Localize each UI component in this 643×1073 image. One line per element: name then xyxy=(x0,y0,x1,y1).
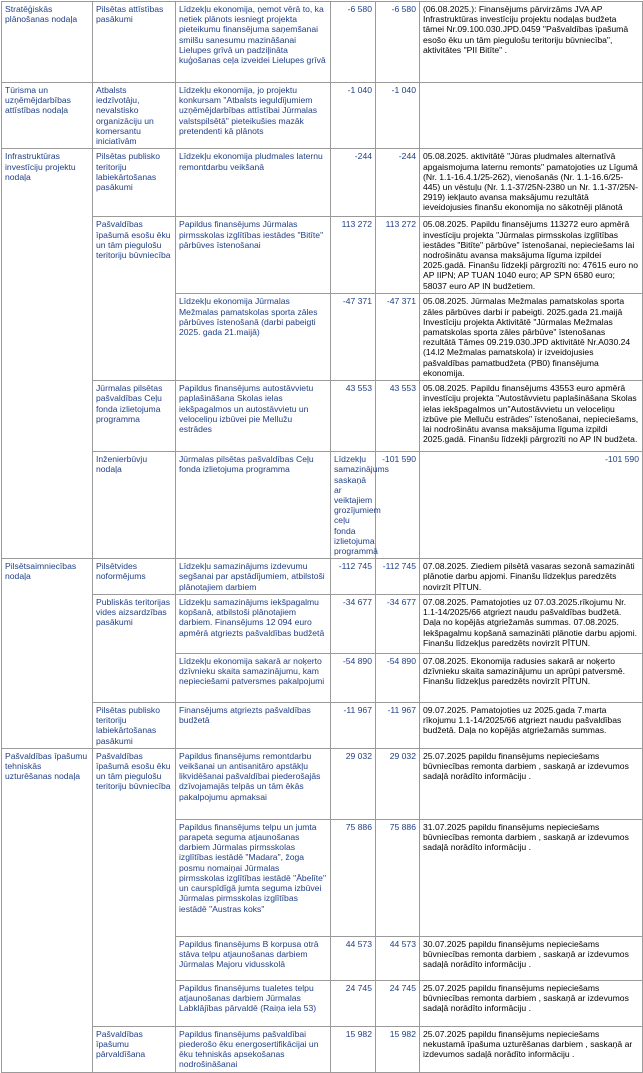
note-cell: 25.07.2025 papildu finansējums nepieciešams būvniecības remonta darbiem , saskaņā ar izdevumos sadaļā norādīto informāciju . xyxy=(420,748,643,819)
description-cell: Papildus finansējums remontdarbu veikšanai un antisanitāro apstākļu likvidēšanai pašvaldībai piederošajās dzīvojamajās telpās un tām ēkās pakalpojumu apmaksai xyxy=(176,748,331,819)
amount-cell: 15 982 xyxy=(331,1026,376,1072)
table-row xyxy=(2,748,643,819)
amount-total-cell: -34 677 xyxy=(376,594,420,653)
program-cell: Pilsētas publisko teritoriju labiekārtošanas pasākumi xyxy=(93,149,176,217)
department-cell: Pilsētsaimniecības nodaļa xyxy=(2,559,93,749)
amount-total-cell: -11 967 xyxy=(376,702,420,748)
table-row xyxy=(2,381,643,452)
amount-total-cell: 24 745 xyxy=(376,980,420,1026)
note-cell: 30.07.2025 papildu finansējums nepieciešams būvniecības remonta darbiem , saskaņā ar izdevumos sadaļā norādīto informāciju . xyxy=(420,936,643,980)
amount-total-cell: 15 982 xyxy=(376,1026,420,1072)
budget-changes-table xyxy=(1,1,643,1073)
amount-cell: -11 967 xyxy=(331,702,376,748)
program-cell: Pašvaldības īpašumu pārvaldīšana xyxy=(93,1026,176,1072)
amount-cell: -6 580 xyxy=(331,2,376,83)
program-cell: Pašvaldības īpašumā esošu ēku un tām piegulošu teritoriju būvniecība xyxy=(93,748,176,1026)
amount-cell: 113 272 xyxy=(331,217,376,294)
amount-total-cell: -47 371 xyxy=(376,294,420,381)
table-row xyxy=(2,2,643,83)
description-cell: Līdzekļu ekonomija, jo projektu konkursam "Atbalsts ieguldījumiem uzņēmējdarbības attīstībai Jūrmalas valstspilsētā" pieteikušies mazāk pretendenti kā plānots xyxy=(176,83,331,149)
amount-cell: 24 745 xyxy=(331,980,376,1026)
note-cell: 07.08.2025. Pamatojoties uz 07.03.2025.rīkojumu Nr. 1.1-14/2025/66 atgriezt naudu pašvaldības budžetā. Daļa no kopējās atgriežamās summas. 07.08.2025. Iekšpagalmu kopšanā samazināti plānotie darbu apjomi. Finanšu līdzekļus paredzēts novirzīt PĪTUN. xyxy=(420,594,643,653)
amount-total-cell: -244 xyxy=(376,149,420,217)
note-cell: 25.07.2025 papildu finansējums nepieciešams būvniecības remonta darbiem , saskaņā ar izdevumos sadaļā norādīto informāciju . xyxy=(420,980,643,1026)
amount-cell: -54 890 xyxy=(331,653,376,702)
department-cell: Tūrisma un uzņēmējdarbības attīstības nodaļa xyxy=(2,83,93,149)
description-cell: Papildus finansējums tualetes telpu atjaunošanas darbiem Jūrmalas Labklājības pārvaldē (Raiņa iela 53) xyxy=(176,980,331,1026)
note-cell: 09.07.2025. Pamatojoties uz 2025.gada 7.marta rīkojumu 1.1-14/2025/66 atgriezt naudu pašvaldības budžetā. Daļa no kopējās atgriežamās summas. xyxy=(420,702,643,748)
note-cell: 07.08.2025. Ziediem pilsētā vasaras sezonā samazināti plānotie darbu apjomi. Finanšu līdzekļus paredzēts novirzīt PĪTUN. xyxy=(420,559,643,595)
amount-total-cell: 43 553 xyxy=(376,381,420,452)
description-cell: Līdzekļu samazinājums saskaņā ar veiktajiem grozījumiem ceļu fonda izlietojuma programmā xyxy=(331,452,376,559)
table-row xyxy=(2,83,643,149)
note-cell xyxy=(420,83,643,149)
note-cell: 05.08.2025. Jūrmalas Mežmalas pamatskolas sporta zāles pārbūves darbi ir pabeigti. 2025.gada 21.maijā Investīciju projekta Aktivitātē "Jūrmalas Mežmalas pamatskolas sporta zāles pārbūve" īstenošanas rezultātā Tāmes 09.219.030.JPD aktivitātē Nr.A030.24 (14.l2 Mežmalas pamatskola) ir izveidojusies pašvaldības pamatbudžeta (PB0) finansējuma ekonomija. xyxy=(420,294,643,381)
amount-cell: 43 553 xyxy=(331,381,376,452)
amount-cell: -1 040 xyxy=(331,83,376,149)
program-cell: Pilsētvides noformējums xyxy=(93,559,176,595)
amount-cell: -101 590 xyxy=(376,452,420,559)
note-cell: 05.08.2025. Papildu finansējums 113272 euro apmērā investīciju projekta "Jūrmalas pirmsskolas izglītības iestādes "Bitīte" pārbūve" īstenošanai, nepieciešams lai nodrošinātu avansa maksājuma līguma izpildei 2025.gadā. Finanšu līdzekļi pārgrozīti no: 47615 euro no AP IIPN; AP TUAN 1040 euro; AP SPN 6580 euro; 58037 euro AP IN budžetiem. xyxy=(420,217,643,294)
department-cell: Inženierbūvju nodaļa xyxy=(93,452,176,559)
amount-cell: -244 xyxy=(331,149,376,217)
description-cell: Papildus finansējums pašvaldībai piederošo ēku energosertifikācijai un ēku tehniskās apsekošanas nodrošināšanai xyxy=(176,1026,331,1072)
program-cell: Jūrmalas pilsētas pašvaldības Ceļu fonda izlietojuma programma xyxy=(176,452,331,559)
amount-total-cell: 44 573 xyxy=(376,936,420,980)
description-cell: Līdzekļu ekonomija, ņemot vērā to, ka netiek plānots iesniegt projekta pieteikumu finansējuma saņemšanai smilšu sanesumu mazināšanai Lielupes grīvā un padziļināta kuģošanas ceļa izveidei Lielupes grīvā xyxy=(176,2,331,83)
amount-total-cell: 29 032 xyxy=(376,748,420,819)
program-cell: Atbalsts iedzīvotāju, nevalstisko organizāciju un komersantu iniciatīvām xyxy=(93,83,176,149)
amount-cell: 29 032 xyxy=(331,748,376,819)
note-cell: 05.08.2025. Papildu finansējums 43553 euro apmērā investīciju projekta "Autostāvvietu paplašināšana Skolas ielas iekšpagalmos un"Autostāvvietu un veloceliņu izbūve pie Melluču estrādes" īstenošanai, nepieciešams, lai nodrošinātu avansa maksājuma līguma izpildi 2025.gadā. Finanšu līdzekļi pārgrozīti no AP IN budžeta. xyxy=(420,381,643,452)
amount-total-cell: -54 890 xyxy=(376,653,420,702)
amount-total-cell: -6 580 xyxy=(376,2,420,83)
description-cell: Finansējums atgriezts pašvaldības budžetā xyxy=(176,702,331,748)
amount-cell: -112 745 xyxy=(331,559,376,595)
program-cell: Pilsētas publisko teritoriju labiekārtošanas pasākumi xyxy=(93,702,176,748)
note-cell: 31.07.2025 papildu finansējums nepieciešams būvniecības remonta darbiem , saskaņā ar izdevumos sadaļā norādīto informāciju . xyxy=(420,819,643,936)
amount-total-cell: 75 886 xyxy=(376,819,420,936)
note-cell: (06.08.2025.): Finansējums pārvirzāms JVA AP Infrastruktūras investīciju projektu nodaļas budžeta tāmei Nr.09.100.030.JPD.0459 "Pašvaldības īpašumā esošo ēku un tām piegulošu teritoriju būvniecība", aktivitātes "PII Bitīte" . xyxy=(420,2,643,83)
description-cell: Līdzekļu samazinājums izdevumu segšanai par apstādījumiem, atbilstoši plānotajiem darbiem xyxy=(176,559,331,595)
description-cell: Papildus finansējums autostāvvietu paplašināšana Skolas ielas iekšpagalmos un autostāvvietu un veloceliņu izbūvei pie Mellužu estrādes xyxy=(176,381,331,452)
amount-total-cell: -112 745 xyxy=(376,559,420,595)
amount-total-cell: 113 272 xyxy=(376,217,420,294)
department-cell: Stratēģiskās plānošanas nodaļa xyxy=(2,2,93,83)
note-cell: 25.07.2025 papildu finansējums nepieciešams nekustamā īpašuma uzturēšanas darbiem , saskaņā ar izdevumos sadaļā norādīto informāciju . xyxy=(420,1026,643,1072)
department-cell: Infrastruktūras investīciju projektu nodaļa xyxy=(2,149,93,559)
table-row xyxy=(2,594,643,653)
department-cell: Pašvaldības īpašumu tehniskās uzturēšanas nodaļa xyxy=(2,748,93,1072)
amount-cell: 44 573 xyxy=(331,936,376,980)
description-cell: Līdzekļu ekonomija sakarā ar noķerto dzīvnieku skaita samazinājumu, kam nepieciešami patversmes pakalpojumi xyxy=(176,653,331,702)
amount-total-cell: -1 040 xyxy=(376,83,420,149)
program-cell: Pilsētas attīstības pasākumi xyxy=(93,2,176,83)
note-cell: 05.08.2025. aktivitātē "Jūras pludmales alternatīvā apgaismojuma laternu remonts" pamatojoties uz Līgumā (Nr. 1.1-16.4.1/25-262), vienošanās (Nr. 1.1-16.6/25-445) un vēstuļu (Nr. 1.1-37/25N-2380 un Nr. 1.1-37/25N-2919) iekļauto avansa maksājumu rezultātā ieveidojusies finanšu ekonomija no sākotnēji plānotā xyxy=(420,149,643,217)
description-cell: Papildus finansējums Jūrmalas pirmsskolas izglītības iestādes "Bitīte" pārbūves īstenošanai xyxy=(176,217,331,294)
amount-cell: -47 371 xyxy=(331,294,376,381)
program-cell: Publiskās teritorijas vides aizsardzības pasākumi xyxy=(93,594,176,702)
description-cell: Līdzekļu samazinājums iekšpagalmu kopšanā, atbilstoši plānotajiem darbiem. Finansējums 12 094 euro apmērā atgriezts pašvaldības budžetā xyxy=(176,594,331,653)
description-cell: Papildus finansējums telpu un jumta parapeta seguma atjaunošanas darbiem Jūrmalas pirmsskolas izglītības iestādē "Madara", žoga posmu nomaiņai Jūrmalas pirmsskolas izglītības iestādē "Ābelīte" un caurspīdīgā jumta seguma izbūvei Jūrmalas pirmsskolas izglītības iestādē "Austras koks" xyxy=(176,819,331,936)
amount-total-cell: -101 590 xyxy=(420,452,643,559)
description-cell: Līdzekļu ekonomija pludmales laternu remontdarbu veikšanā xyxy=(176,149,331,217)
amount-cell: 75 886 xyxy=(331,819,376,936)
table-row xyxy=(2,1026,643,1072)
note-cell: 07.08.2025. Ekonomija radusies sakarā ar noķerto dzīvnieku skaita samazinājumu un aprūpi patversmē. Finanšu līdzekļus paredzēts novirzīt PĪTUN. xyxy=(420,653,643,702)
amount-cell: -34 677 xyxy=(331,594,376,653)
table-row xyxy=(2,559,643,595)
table-row xyxy=(2,217,643,294)
table-body xyxy=(2,2,643,1073)
description-cell: Papildus finansējums B korpusa otrā stāva telpu atjaunošanas darbiem Jūrmalas Majoru vidusskolā xyxy=(176,936,331,980)
table-row xyxy=(2,452,643,559)
program-cell: Pašvaldības īpašumā esošu ēku un tām piegulošu teritoriju būvniecība xyxy=(93,217,176,381)
program-cell: Jūrmalas pilsētas pašvaldības Ceļu fonda izlietojuma programma xyxy=(93,381,176,452)
table-row xyxy=(2,149,643,217)
table-row xyxy=(2,702,643,748)
description-cell: Līdzekļu ekonomija Jūrmalas Mežmalas pamatskolas sporta zāles pārbūves īstenošanā (darbi pabeigti 2025. gada 21.maijā) xyxy=(176,294,331,381)
